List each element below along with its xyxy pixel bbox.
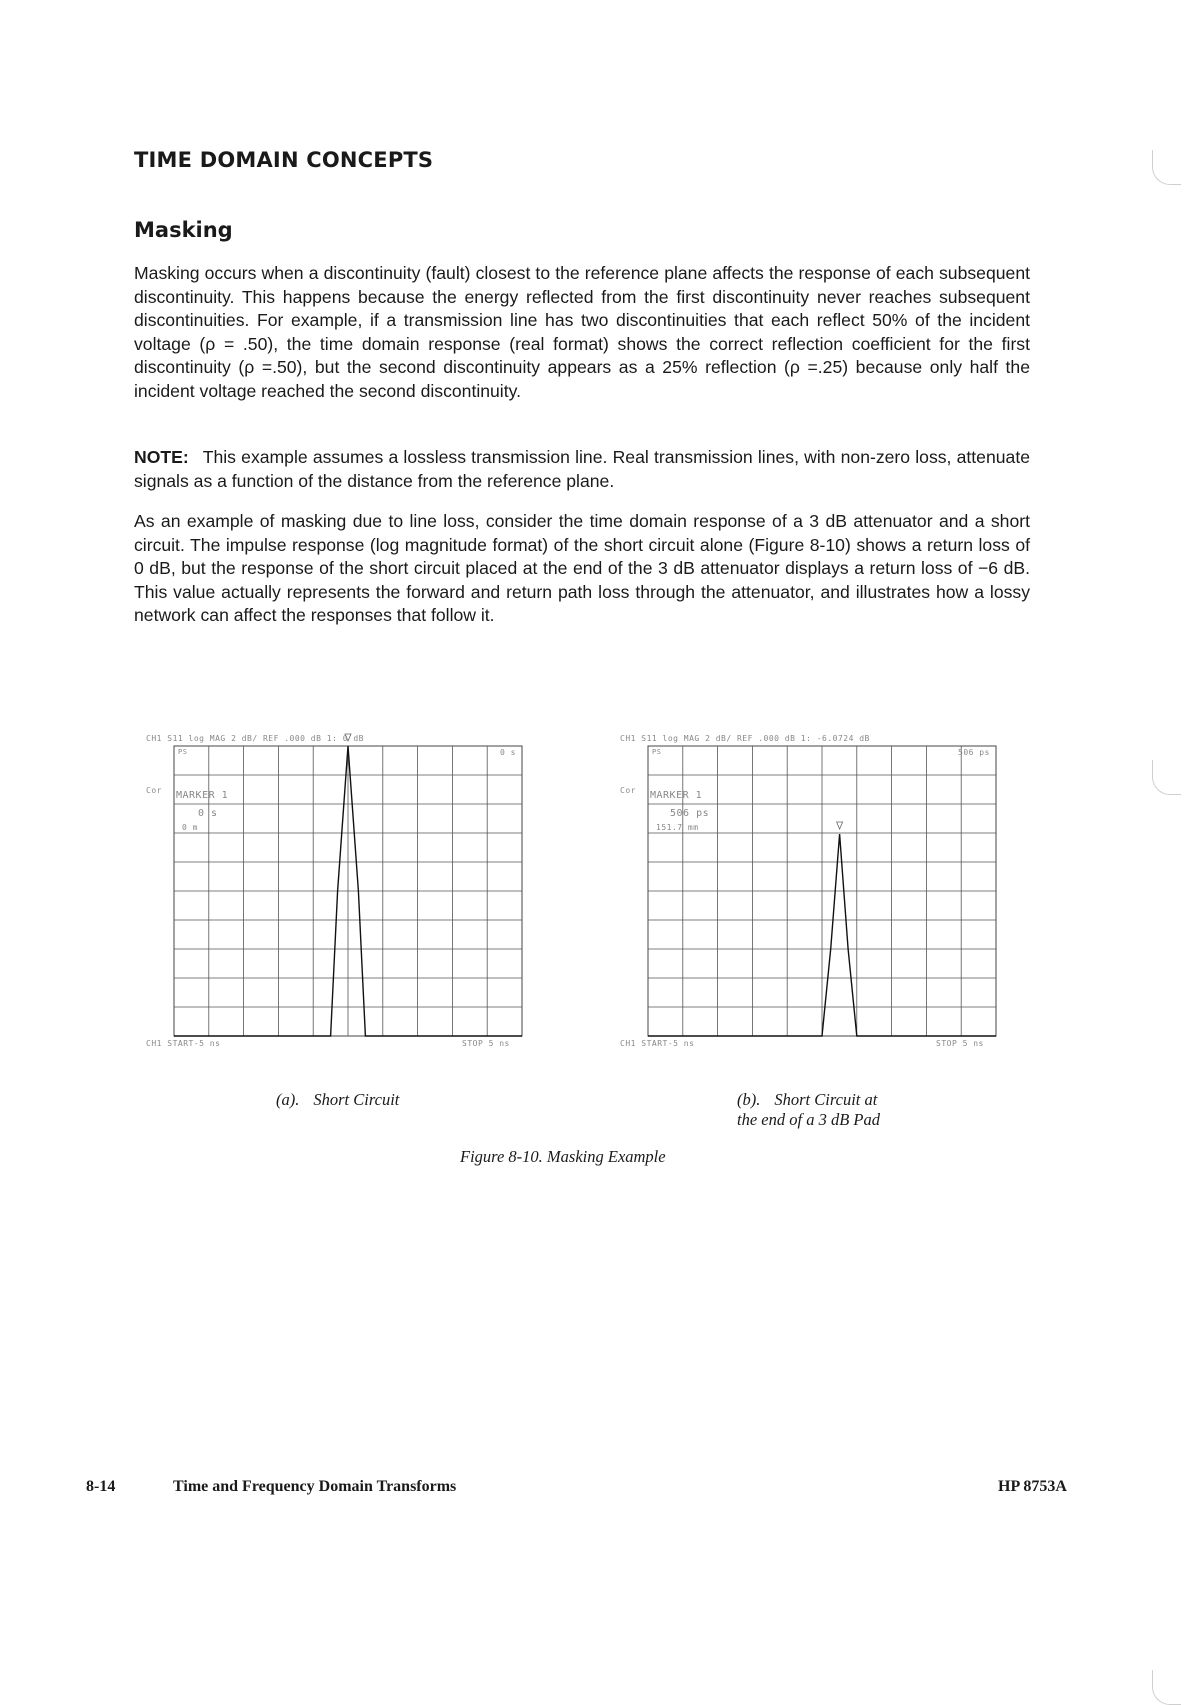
caption-b xyxy=(737,1090,880,1130)
plot-a-marker-right: 0 s xyxy=(500,748,516,757)
caption-a-tag: (a). xyxy=(276,1090,300,1109)
caption-b-tag: (b). xyxy=(737,1090,761,1109)
plot-short-circuit xyxy=(140,728,540,1053)
plot-b-start: CH1 START-5 ns xyxy=(620,1039,695,1048)
plot-b-marker-dist: 151.7 mm xyxy=(656,823,699,832)
plot-b-corner: PS xyxy=(652,748,662,756)
plot-b-header: CH1 S11 log MAG 2 dB/ REF .000 dB 1: -6.0724 dB xyxy=(620,734,870,743)
paragraph-masking: Masking occurs when a discontinuity (fault) closest to the reference plane affects the response of each subsequent discontinuity. This happens because the energy reflected from the first discontinuity never reaches subsequent discontinuities. For example, if a transmission line has two discontinuities that each reflect 50% of the incident voltage (ρ = .50), the time domain response (real format) shows the correct reflection coefficient for the first discontinuity (ρ =.50), but the second discontinuity appears as a 25% reflection (ρ =.25) because only half the incident voltage reached the second discontinuity. xyxy=(134,263,1030,401)
plot-a-stop: STOP 5 ns xyxy=(462,1039,510,1048)
subsection-title: Masking xyxy=(134,218,233,242)
plot-b-marker-time: 506 ps xyxy=(670,808,710,819)
plot-a-marker-label: MARKER 1 xyxy=(176,790,229,801)
plot-b-marker-right: 506 ps xyxy=(958,748,990,757)
caption-a-text: Short Circuit xyxy=(313,1090,400,1109)
plot-a-marker-time: 0 s xyxy=(198,808,218,819)
figure-caption: Figure 8-10. Masking Example xyxy=(460,1147,666,1166)
binder-hole-mark xyxy=(1152,1670,1181,1705)
page-number: 8-14 xyxy=(86,1478,116,1495)
binder-hole-mark xyxy=(1152,760,1181,795)
plot-a-corner: PS xyxy=(178,748,188,756)
note-text: This example assumes a lossless transmission line. Real transmission lines, with non-zero loss, attenuate signals as a function of the distance from the reference plane. xyxy=(134,447,1030,491)
plot-a-header: CH1 S11 log MAG 2 dB/ REF .000 dB 1: 0 dB xyxy=(146,734,364,743)
plot-a-start: CH1 START-5 ns xyxy=(146,1039,221,1048)
paragraph-line-loss: As an example of masking due to line loss, consider the time domain response of a 3 dB attenuator and a short circuit. The impulse response (log magnitude format) of the short circuit alone (Figure 8-10) shows a return loss of 0 dB, but the response of the short circuit placed at the end of the 3 dB attenuator displays a return loss of −6 dB. This value actually represents the forward and return path loss through the attenuator, and illustrates how a lossy network can affect the responses that follow it. xyxy=(134,511,1030,626)
plot-b-svg xyxy=(614,728,1014,1053)
plot-b-cor: Cor xyxy=(620,786,636,795)
plot-a-marker-dist: 0 m xyxy=(182,823,198,832)
note-label: NOTE: xyxy=(134,447,189,467)
plot-short-circuit-pad xyxy=(614,728,1014,1053)
footer-model: HP 8753A xyxy=(998,1478,1067,1495)
plot-b-marker-triangle xyxy=(837,822,843,829)
plot-b-stop: STOP 5 ns xyxy=(936,1039,984,1048)
plot-a-cor: Cor xyxy=(146,786,162,795)
plot-b-marker-label: MARKER 1 xyxy=(650,790,703,801)
note-paragraph xyxy=(134,446,1030,493)
section-title: TIME DOMAIN CONCEPTS xyxy=(134,148,434,172)
caption-a xyxy=(276,1090,399,1110)
caption-b-text-2: the end of a 3 dB Pad xyxy=(737,1110,880,1129)
plot-a-svg xyxy=(140,728,540,1053)
caption-b-text-1: Short Circuit at xyxy=(774,1090,878,1109)
footer-section: Time and Frequency Domain Transforms xyxy=(173,1478,457,1495)
binder-hole-mark xyxy=(1152,150,1181,185)
